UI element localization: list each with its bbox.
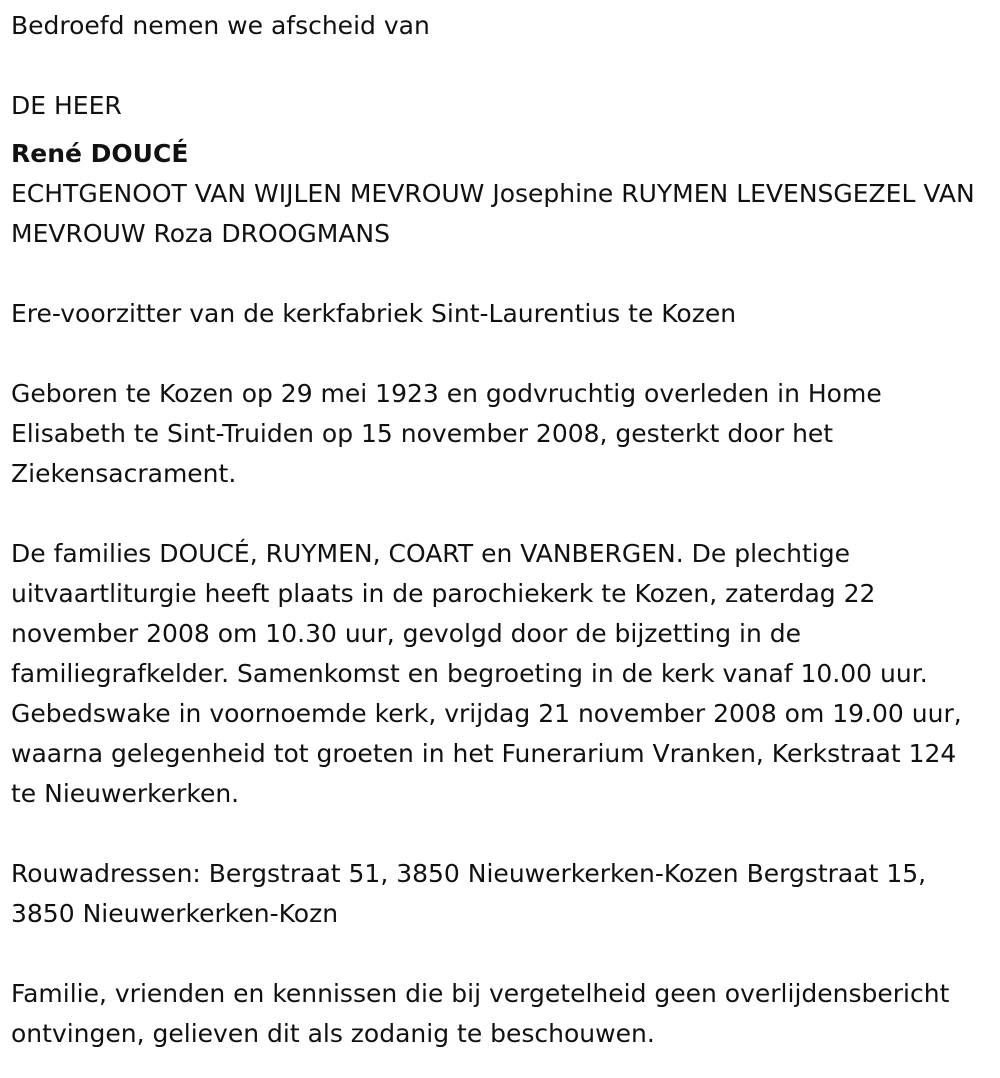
spouse-line: ECHTGENOOT VAN WIJLEN MEVROUW Josephine RUYMEN LEVENSGEZEL VAN MEVROUW Roza DROOGMANS (11, 179, 975, 248)
closing-text: Familie, vrienden en kennissen die bij vergetelheid geen overlijdensbericht ontvingen, gelieven dit als zodanig te beschouwen. (11, 979, 950, 1048)
funeral-text: De families DOUCÉ, RUYMEN, COART en VANBERGEN. De plechtige uitvaartliturgie heeft plaats in de parochiekerk te Kozen, zaterdag 22 november 2008 om 10.30 uur, gevolgd door de bijzetting in de familiegrafkelder. Samenkomst en begroeting in de kerk vanaf 10.00 uur. Gebedswake in voornoemde kerk, vrijdag 21 november 2008 om 19.00 uur, waarna gelegenheid tot groeten in het Funerarium Vranken, Kerkstraat 124 te Nieuwerkerken. (11, 539, 962, 808)
spacer (11, 934, 989, 974)
addresses-text: Rouwadressen: Bergstraat 51, 3850 Nieuwerkerken-Kozen Bergstraat 15, 3850 Nieuwerkerken-Kozn (11, 859, 927, 928)
spacer (11, 254, 989, 294)
intro-text: Bedroefd nemen we afscheid van (11, 11, 430, 40)
birth-death-text: Geboren te Kozen op 29 mei 1923 en godvruchtig overleden in Home Elisabeth te Sint-Truiden op 15 november 2008, gesterkt door het Ziekensacrament. (11, 379, 882, 488)
spacer (11, 814, 989, 854)
deceased-title: DE HEER (11, 91, 122, 120)
spacer (11, 46, 989, 86)
role-text: Ere-voorzitter van de kerkfabriek Sint-Laurentius te Kozen (11, 299, 737, 328)
spacer (11, 334, 989, 374)
deceased-name: René DOUCÉ (11, 139, 189, 168)
obituary-document (11, 6, 989, 1054)
spacer (11, 494, 989, 534)
